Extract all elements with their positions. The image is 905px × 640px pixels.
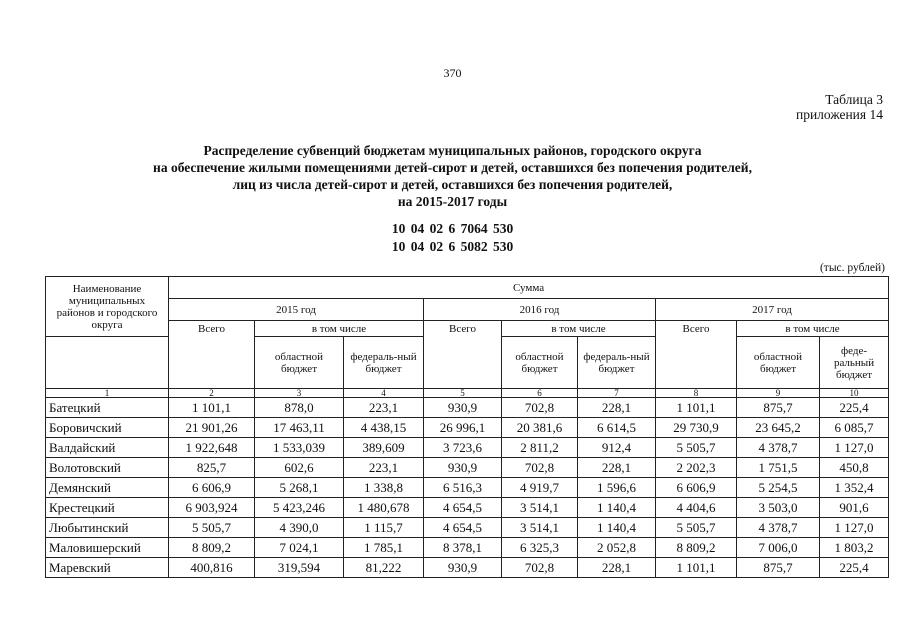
header-including-2016: в том числе [502,321,656,337]
title-line-3: лиц из числа детей-сирот и детей, оставшихся без попечения родителей, [232,177,673,192]
amount-cell: 6 614,5 [578,418,656,438]
header-federal-2015: федераль-ный бюджет [344,337,424,389]
amount-cell: 1 922,648 [169,438,255,458]
header-regional-2016: областной бюджет [502,337,578,389]
amount-cell: 1 803,2 [820,538,889,558]
amount-cell: 1 596,6 [578,478,656,498]
header-sum: Сумма [169,277,889,299]
amount-cell: 4 378,7 [737,518,820,538]
header-total-2017: Всего [656,321,737,389]
amount-cell: 878,0 [255,398,344,418]
amount-cell: 228,1 [578,558,656,578]
amount-cell: 1 127,0 [820,518,889,538]
column-number: 5 [424,389,502,398]
amount-cell: 602,6 [255,458,344,478]
amount-cell: 1 101,1 [169,398,255,418]
column-number: 1 [46,389,169,398]
header-including-2015: в том числе [255,321,424,337]
amount-cell: 5 268,1 [255,478,344,498]
header-year-2015: 2015 год [169,299,424,321]
table-row [46,418,889,438]
amount-cell: 3 514,1 [502,518,578,538]
amount-cell: 901,6 [820,498,889,518]
amount-cell: 1 140,4 [578,498,656,518]
amount-cell: 3 514,1 [502,498,578,518]
unit-label: (тыс. рублей) [819,262,885,274]
amount-cell: 5 505,7 [656,518,737,538]
amount-cell: 1 480,678 [344,498,424,518]
table-row [46,498,889,518]
amount-cell: 29 730,9 [656,418,737,438]
amount-cell: 1 115,7 [344,518,424,538]
amount-cell: 223,1 [344,458,424,478]
amount-cell: 702,8 [502,558,578,578]
column-number: 10 [820,389,889,398]
amount-cell: 5 254,5 [737,478,820,498]
amount-cell: 1 140,4 [578,518,656,538]
amount-cell: 6 606,9 [169,478,255,498]
amount-cell: 1 101,1 [656,558,737,578]
amount-cell: 81,222 [344,558,424,578]
amount-cell: 912,4 [578,438,656,458]
table-row [46,518,889,538]
amount-cell: 6 085,7 [820,418,889,438]
header-year-2017: 2017 год [656,299,889,321]
table-row [46,398,889,418]
column-number: 3 [255,389,344,398]
amount-cell: 930,9 [424,398,502,418]
table-reference [796,92,883,122]
column-number: 2 [169,389,255,398]
amount-cell: 702,8 [502,398,578,418]
amount-cell: 225,4 [820,398,889,418]
table-row [46,558,889,578]
column-number: 4 [344,389,424,398]
district-name: Маревский [46,558,169,578]
table-body [46,398,889,578]
amount-cell: 2 202,3 [656,458,737,478]
amount-cell: 1 127,0 [820,438,889,458]
header-total-2016: Всего [424,321,502,389]
table-ref-line-2: приложения 14 [795,107,883,122]
title-line-1: Распределение субвенций бюджетам муниципальных районов, городского округа [203,143,702,158]
table-row [46,538,889,558]
amount-cell: 1 352,4 [820,478,889,498]
amount-cell: 4 390,0 [255,518,344,538]
column-number: 7 [578,389,656,398]
amount-cell: 2 811,2 [502,438,578,458]
district-name: Батецкий [46,398,169,418]
table-row [46,438,889,458]
amount-cell: 228,1 [578,398,656,418]
amount-cell: 450,8 [820,458,889,478]
amount-cell: 6 903,924 [169,498,255,518]
budget-code-2: 10 04 02 6 5082 530 [391,239,514,254]
amount-cell: 4 654,5 [424,518,502,538]
amount-cell: 5 505,7 [169,518,255,538]
amount-cell: 4 404,6 [656,498,737,518]
header-total-2015: Всего [169,321,255,389]
header-including-2017: в том числе [737,321,889,337]
amount-cell: 3 503,0 [737,498,820,518]
title-line-4: на 2015-2017 годы [397,194,508,209]
amount-cell: 702,8 [502,458,578,478]
table-ref-line-1: Таблица 3 [825,92,883,107]
amount-cell: 5 505,7 [656,438,737,458]
amount-cell: 26 996,1 [424,418,502,438]
budget-codes [0,220,905,256]
header-regional-2017: областной бюджет [737,337,820,389]
district-name: Любытинский [46,518,169,538]
amount-cell: 930,9 [424,458,502,478]
document-title [0,142,905,210]
header-name-spacer [46,337,169,389]
amount-cell: 319,594 [255,558,344,578]
amount-cell: 389,609 [344,438,424,458]
amount-cell: 1 751,5 [737,458,820,478]
column-number: 6 [502,389,578,398]
column-number: 8 [656,389,737,398]
amount-cell: 8 809,2 [169,538,255,558]
amount-cell: 875,7 [737,398,820,418]
amount-cell: 4 654,5 [424,498,502,518]
amount-cell: 8 378,1 [424,538,502,558]
title-line-2: на обеспечение жилыми помещениями детей-сирот и детей, оставшихся без попечения родителей, [153,160,752,175]
amount-cell: 7 006,0 [737,538,820,558]
header-regional-2015: областной бюджет [255,337,344,389]
table-row [46,458,889,478]
amount-cell: 4 438,15 [344,418,424,438]
district-name: Волотовский [46,458,169,478]
district-name: Боровичский [46,418,169,438]
amount-cell: 1 338,8 [344,478,424,498]
amount-cell: 5 423,246 [255,498,344,518]
page-number: 370 [443,66,462,80]
amount-cell: 4 919,7 [502,478,578,498]
amount-cell: 2 052,8 [578,538,656,558]
amount-cell: 8 809,2 [656,538,737,558]
amount-cell: 400,816 [169,558,255,578]
table-row [46,478,889,498]
header-year-2016: 2016 год [424,299,656,321]
column-number-row [46,389,889,398]
amount-cell: 23 645,2 [737,418,820,438]
amount-cell: 20 381,6 [502,418,578,438]
district-name: Валдайский [46,438,169,458]
amount-cell: 228,1 [578,458,656,478]
header-name-column: Наименование муниципальных районов и городского округа [46,277,169,337]
amount-cell: 1 785,1 [344,538,424,558]
amount-cell: 7 024,1 [255,538,344,558]
header-federal-2016: федераль-ный бюджет [578,337,656,389]
district-name: Крестецкий [46,498,169,518]
amount-cell: 21 901,26 [169,418,255,438]
subventions-table [45,276,889,578]
column-number: 9 [737,389,820,398]
amount-cell: 225,4 [820,558,889,578]
amount-cell: 875,7 [737,558,820,578]
amount-cell: 1 533,039 [255,438,344,458]
budget-code-1: 10 04 02 6 7064 530 [391,221,514,236]
amount-cell: 17 463,11 [255,418,344,438]
header-federal-2017: феде-ральный бюджет [820,337,889,389]
amount-cell: 930,9 [424,558,502,578]
amount-cell: 223,1 [344,398,424,418]
amount-cell: 1 101,1 [656,398,737,418]
amount-cell: 4 378,7 [737,438,820,458]
amount-cell: 6 516,3 [424,478,502,498]
amount-cell: 6 325,3 [502,538,578,558]
amount-cell: 6 606,9 [656,478,737,498]
district-name: Демянский [46,478,169,498]
district-name: Маловишерский [46,538,169,558]
amount-cell: 3 723,6 [424,438,502,458]
amount-cell: 825,7 [169,458,255,478]
